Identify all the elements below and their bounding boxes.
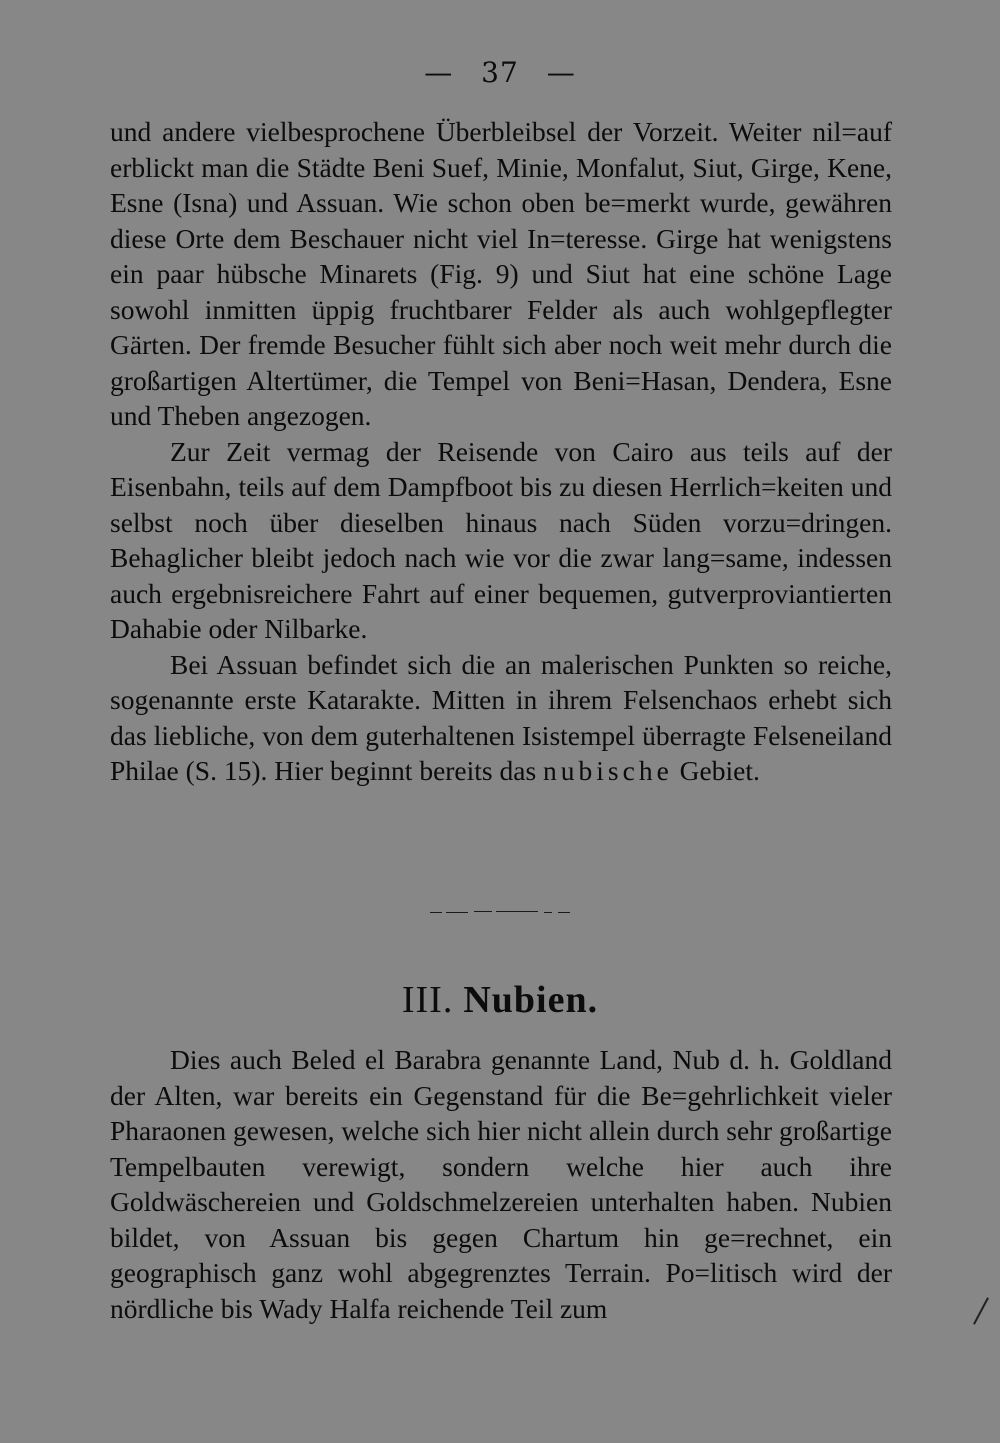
text-section-1	[110, 114, 892, 789]
paragraph-3-end: Gebiet.	[679, 755, 760, 786]
section-divider	[430, 911, 570, 913]
page-number-dash-left: —	[424, 56, 454, 89]
page-number-header	[0, 56, 1000, 89]
chapter-title: Nubien.	[463, 979, 599, 1021]
paragraph-1: und andere vielbesprochene Überbleibsel der Vorzeit. Weiter nil=auf erblickt man die Städte Beni Suef, Minie, Monfalut, Siut, Girge, Kene, Esne (Isna) und Assuan. Wie schon oben be=merkt wurde, gewähren diese Orte dem Beschauer nicht viel In=teresse. Girge hat wenigstens ein paar hübsche Minarets (Fig. 9) und Siut hat eine schöne Lage sowohl inmitten üppig fruchtbarer Felder als auch wohlgepflegter Gärten. Der fremde Besucher fühlt sich aber noch weit mehr durch die großartigen Altertümer, die Tempel von Beni=Hasan, Dendera, Esne und Theben angezogen.	[110, 116, 892, 431]
paragraph-4: Dies auch Beled el Barabra genannte Land, Nub d. h. Goldland der Alten, war bereits ein Gegenstand für die Be=gehrlichkeit vieler Pharaonen gewesen, welche sich hier nicht allein durch sehr großartige Tempelbauten verewigt, sondern welche hier auch ihre Goldwäschereien und Goldschmelzereien unterhalten haben. Nubien bildet, von Assuan bis gegen Chartum hin ge=rechnet, ein geographisch ganz wohl abgegrenztes Terrain. Po=litisch wird der nördliche bis Wady Halfa reichende Teil zum	[110, 1044, 892, 1324]
chapter-heading	[0, 978, 1000, 1022]
margin-stroke-mark	[973, 1297, 989, 1324]
paragraph-3	[110, 647, 892, 789]
paragraph-2: Zur Zeit vermag der Reisende von Cairo aus teils auf der Eisenbahn, teils auf dem Dampfboot bis zu diesen Herrlich=keiten und selbst noch über dieselben hinaus nach Süden vorzu=dringen. Behaglicher bleibt jedoch nach wie vor die zwar lang=same, indessen auch ergebnisreichere Fahrt auf einer bequemen, gutverproviantierten Dahabie oder Nilbarke.	[110, 435, 892, 644]
page-number-dash-right: —	[546, 56, 576, 89]
paragraph-3-text: Bei Assuan befindet sich die an malerischen Punkten so reiche, sogenannte erste Katarakte. Mitten in ihrem Felsenchaos erhebt sich das liebliche, von dem guterhaltenen Isistempel überragte Felseneiland Philae (S. 15). Hier beginnt bereits das	[110, 648, 892, 786]
chapter-number: III.	[401, 979, 454, 1021]
text-section-2	[110, 1042, 892, 1326]
paragraph-3-spaced-word: nubische	[543, 755, 673, 786]
page-number: 37	[481, 56, 519, 89]
